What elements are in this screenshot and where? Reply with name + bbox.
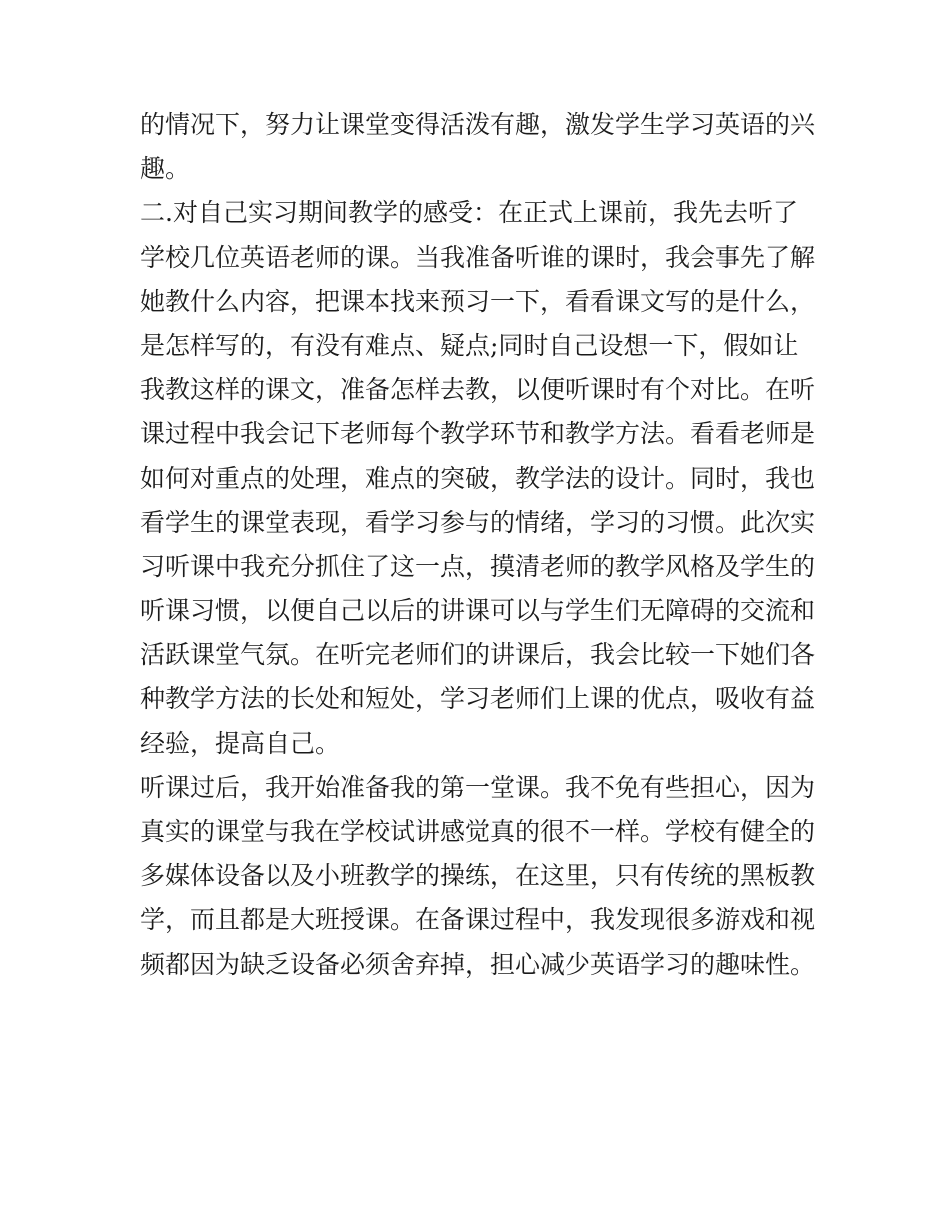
text-line-3: 二.对自己实习期间教学的感受：在正式上课前，我先去听了 [140,198,798,228]
text-line-14: 种教学方法的长处和短处，学习老师们上课的优点，吸收有益 [140,684,816,714]
text-line-10: 看学生的课堂表现，看学习参与的情绪，学习的习惯。此次实 [140,507,816,537]
text-line-1: 的情况下，努力让课堂变得活泼有趣，激发学生学习英语的兴 [140,110,816,139]
body-text [140,103,820,987]
text-line-2: 趣。 [140,154,191,184]
text-line-4: 学校几位英语老师的课。当我准备听谁的课时，我会事先了解 [140,242,816,272]
text-line-5: 她教什么内容，把课本找来预习一下，看看课文写的是什么， [140,286,816,316]
text-line-7: 我教这样的课文，准备怎样去教，以便听课时有个对比。在听 [140,375,816,405]
text-line-18: 多媒体设备以及小班教学的操练，在这里，只有传统的黑板教 [140,861,816,891]
text-line-6: 是怎样写的，有没有难点、疑点;同时自己设想一下，假如让 [140,330,799,360]
text-line-9: 如何对重点的处理，难点的突破，教学法的设计。同时，我也 [140,463,816,493]
text-line-12: 听课习惯，以便自己以后的讲课可以与学生们无障碍的交流和 [140,596,816,626]
text-line-15: 经验，提高自己。 [140,728,341,758]
text-line-11: 习听课中我充分抓住了这一点，摸清老师的教学风格及学生的 [140,551,816,581]
text-line-20: 频都因为缺乏设备必须舍弃掉，担心减少英语学习的趣味性。 [140,949,816,979]
text-line-8: 课过程中我会记下老师每个教学环节和教学方法。看看老师是 [140,419,816,449]
text-line-13: 活跃课堂气氛。在听完老师们的讲课后，我会比较一下她们各 [140,640,816,670]
text-line-19: 学，而且都是大班授课。在备课过程中，我发现很多游戏和视 [140,905,816,935]
text-line-16: 听课过后，我开始准备我的第一堂课。我不免有些担心，因为 [140,772,816,802]
text-line-17: 真实的课堂与我在学校试讲感觉真的很不一样。学校有健全的 [140,817,816,846]
